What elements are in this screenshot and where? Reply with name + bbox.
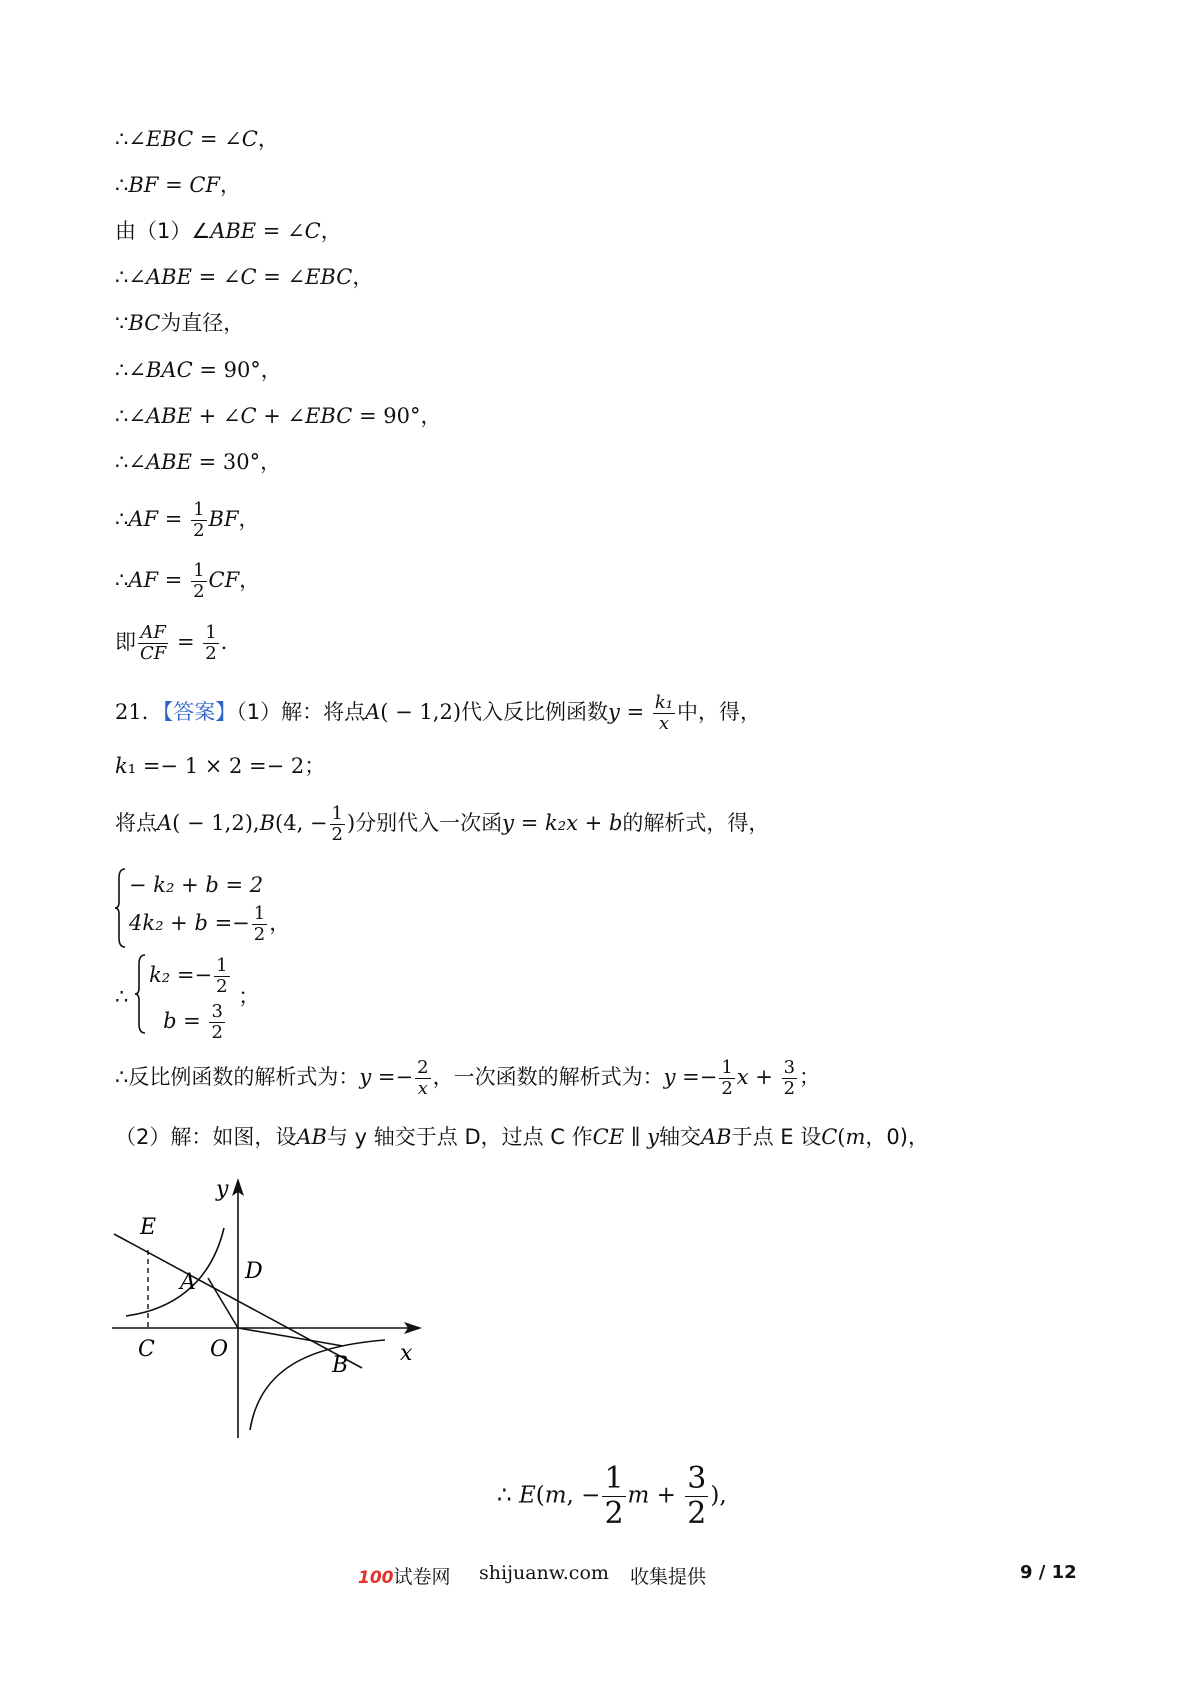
hyperbola-right-branch [250, 1340, 385, 1430]
fraction: $\frac{1}{2}$ [331, 803, 343, 845]
equation-system-2: ∴ k₂ =− $\frac{1}{2}$ b = $\frac{3}{2}$ ； [115, 952, 259, 1044]
left-brace-icon [115, 868, 127, 948]
fraction: $\frac{3}{2}$ [687, 1461, 707, 1531]
solution-line-7: ∴∠ABE + ∠C + ∠EBC = 90°， [115, 404, 442, 428]
solution-line-4: ∴∠ABE = ∠C = ∠EBC， [115, 265, 374, 289]
fraction: $\frac{\text{k₁}}{x}$ [654, 692, 673, 734]
solution-line-1: ∴∠EBC = ∠C， [115, 127, 279, 151]
label-o: O [210, 1337, 229, 1362]
footer-brand: 100试卷网 [358, 1566, 451, 1588]
solution-line-13: k₁ =− 1 × 2 =− 2； [115, 754, 326, 778]
label-e: E [140, 1215, 157, 1240]
answer-tag: 【答案】 [162, 700, 237, 724]
hyperbola-left-branch [126, 1228, 224, 1316]
label-d: D [245, 1259, 263, 1284]
label-a: A [180, 1270, 196, 1295]
footer-note: 收集提供 [630, 1566, 707, 1588]
solution-line-6: ∴∠BAC = 90°， [115, 358, 282, 382]
fraction: $\frac{3}{2}$ [211, 1001, 223, 1043]
fraction: $\frac{3}{2}$ [783, 1057, 796, 1099]
solution-line-9: ∴AF = $\frac{1}{2}$ BF， [115, 499, 260, 541]
page-number: 9 / 12 [1020, 1562, 1077, 1583]
footer-site: shijuanw.com [479, 1562, 609, 1584]
fraction: $\frac{1}{2}$ [205, 622, 217, 664]
solution-line-18: （2）解：如图，设AB与 y 轴交于点 D，过点 C 作CE ∥ y轴交AB于点 E 设C(m，0)， [115, 1125, 929, 1149]
equation-system-1 [115, 866, 290, 945]
solution-line-11: 即 $\frac{AF}{CF}$ = $\frac{1}{2}$ . [115, 622, 228, 664]
segment-ob [238, 1328, 343, 1346]
label-y: y [216, 1177, 229, 1202]
label-b: B [332, 1353, 349, 1378]
fraction: $\frac{1}{2}$ [721, 1057, 733, 1099]
label-x: x [400, 1341, 413, 1366]
solution-line-14: 将点A( − 1,2),B(4, − $\frac{1}{2}$ )分别代入一次函y = k₂x + b的解析式，得， [115, 803, 770, 845]
fraction: $\frac{1}{2}$ [604, 1461, 624, 1531]
label-c: C [138, 1337, 155, 1362]
question-21-line: 21．【答案】（1）解：将点A( − 1,2)代入反比例函数y = $\frac{\text{k₁}}{x}$ 中，得， [115, 692, 761, 734]
fraction: $\frac{AF}{CF}$ [140, 622, 167, 664]
fraction: $\frac{1}{2}$ [253, 903, 266, 945]
fraction: $\frac{2}{x}$ [417, 1057, 429, 1099]
solution-line-10: ∴AF = $\frac{1}{2}$ CF， [115, 560, 261, 602]
fraction: $\frac{1}{2}$ [193, 560, 205, 602]
brand-logo: 100 [358, 1568, 394, 1588]
solution-line-8: ∴∠ABE = 30°， [115, 450, 282, 474]
function-graph-figure [100, 1168, 430, 1448]
segment-oa [208, 1278, 238, 1328]
fraction: $\frac{1}{2}$ [193, 499, 205, 541]
solution-line-17: ∴反比例函数的解析式为：y =− $\frac{2}{x}$ ，一次函数的解析式为：y =− $\frac{1}{2}$ x + $\frac{3}{2}$ ； [115, 1057, 821, 1099]
solution-line-2: ∴BF = CF， [115, 173, 241, 197]
point-e-expression: ∴ E(m, − $\frac{1}{2}$ m + $\frac{3}{2}$ ), [497, 1461, 727, 1531]
solution-line-5: ∵BC为直径， [115, 311, 245, 335]
left-brace-icon [135, 954, 147, 1034]
solution-line-3: 由（1）∠ABE = ∠C， [115, 219, 342, 243]
equation-system: − k₂ + b = 2 4k₂ + b =− $\frac{1}{2}$ ， [115, 866, 290, 945]
fraction: $\frac{1}{2}$ [216, 955, 228, 997]
equation-system: k₂ =− $\frac{1}{2}$ b = $\frac{3}{2}$ [135, 952, 231, 1044]
